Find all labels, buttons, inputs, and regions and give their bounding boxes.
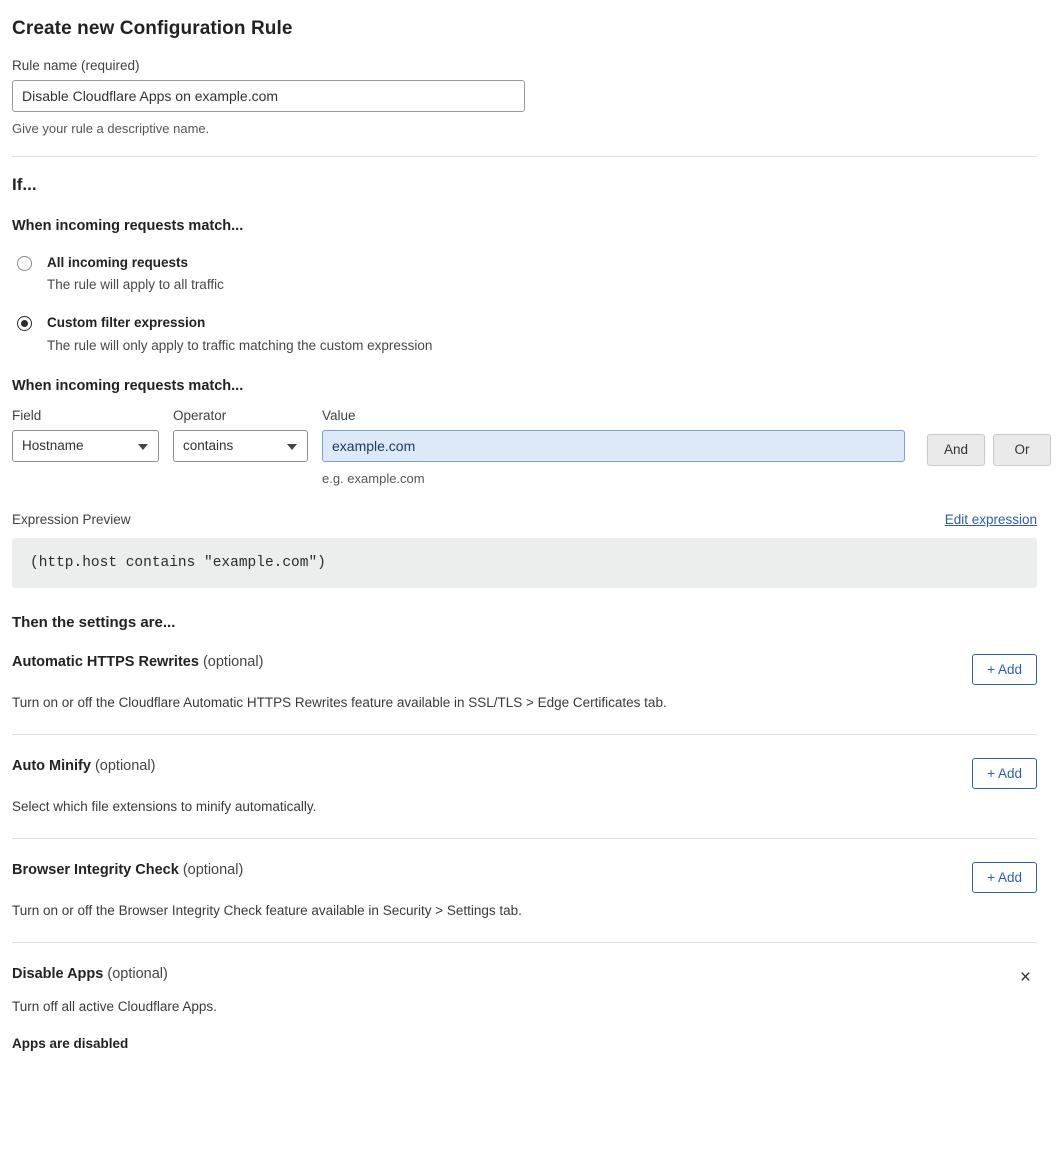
expression-preview-header: [12, 512, 1037, 527]
field-label: Field: [12, 407, 42, 423]
setting-optional: (optional): [107, 965, 168, 982]
radio-icon-all-requests[interactable]: [17, 256, 32, 271]
value-column: [322, 408, 905, 486]
rule-name-label: Rule name (required): [12, 58, 140, 73]
radio-option-custom-filter[interactable]: [12, 314, 1038, 354]
rule-name-input[interactable]: [12, 80, 525, 112]
setting-title-disable-apps: [12, 966, 168, 982]
setting-optional: (optional): [94, 757, 156, 774]
expression-builder-row: [12, 408, 1038, 486]
setting-desc-disable-apps: Turn off all active Cloudflare Apps.: [12, 998, 217, 1014]
operator-column: [173, 408, 308, 462]
setting-title-automatic-https-rewrites: [12, 654, 263, 670]
radio-desc-all-requests: The rule will apply to all traffic: [47, 277, 224, 293]
or-button[interactable]: Or: [993, 434, 1051, 466]
add-button-browser-integrity-check[interactable]: + Add: [972, 862, 1037, 893]
expression-preview-code: (http.host contains "example.com"): [12, 538, 1037, 588]
setting-title-browser-integrity-check: [12, 862, 243, 878]
then-heading: Then the settings are...: [12, 613, 176, 631]
and-button[interactable]: And: [927, 434, 985, 466]
radio-label-custom-filter: Custom filter expression: [47, 315, 206, 331]
if-heading: If...: [12, 175, 37, 194]
value-hint: e.g. example.com: [322, 470, 425, 486]
rule-name-help: Give your rule a descriptive name.: [12, 121, 210, 136]
builder-heading: When incoming requests match...: [12, 377, 244, 394]
setting-disable-apps: [12, 943, 1037, 1051]
chevron-down-icon: [287, 444, 297, 450]
edit-expression-link[interactable]: Edit expression: [944, 511, 1037, 527]
setting-optional: (optional): [182, 861, 244, 878]
operator-select-value: contains: [183, 438, 234, 454]
setting-name: Automatic HTTPS Rewrites: [12, 653, 199, 670]
operator-select[interactable]: [173, 430, 308, 462]
setting-browser-integrity-check: [12, 839, 1037, 918]
divider: [12, 156, 1037, 157]
field-column: [12, 408, 159, 462]
setting-desc-auto-minify: Select which file extensions to minify automatically.: [12, 798, 317, 814]
expression-preview-label: Expression Preview: [12, 511, 131, 527]
value-label: Value: [322, 407, 356, 423]
setting-automatic-https-rewrites: [12, 631, 1037, 710]
setting-title-auto-minify: [12, 758, 155, 774]
radio-option-all-requests[interactable]: [12, 254, 1038, 294]
radio-label-all-requests: All incoming requests: [47, 255, 189, 270]
radio-icon-custom-filter[interactable]: [17, 316, 32, 331]
setting-desc-browser-integrity-check: Turn on or off the Browser Integrity Check feature available in Security > Settings tab.: [12, 902, 522, 918]
setting-name: Browser Integrity Check: [12, 861, 179, 878]
setting-optional: (optional): [202, 653, 264, 670]
close-icon[interactable]: ×: [1014, 966, 1037, 989]
radio-desc-custom-filter: The rule will only apply to traffic matching the custom expression: [47, 337, 433, 353]
page-title: Create new Configuration Rule: [12, 18, 293, 39]
setting-name: Disable Apps: [12, 965, 104, 982]
match-heading: When incoming requests match...: [12, 218, 244, 234]
setting-auto-minify: [12, 735, 1037, 814]
add-button-auto-minify[interactable]: + Add: [972, 758, 1037, 789]
field-select[interactable]: [12, 430, 159, 462]
status-badge-apps-disabled: Apps are disabled: [12, 1035, 129, 1051]
add-button-automatic-https-rewrites[interactable]: + Add: [972, 654, 1037, 685]
setting-desc-automatic-https-rewrites: Turn on or off the Cloudflare Automatic HTTPS Rewrites feature available in SSL/TLS > Edge Certificates tab.: [12, 694, 667, 710]
operator-label: Operator: [173, 407, 227, 423]
chevron-down-icon: [138, 444, 148, 450]
value-input[interactable]: [322, 430, 905, 462]
setting-name: Auto Minify: [12, 757, 91, 774]
field-select-value: Hostname: [22, 438, 84, 454]
